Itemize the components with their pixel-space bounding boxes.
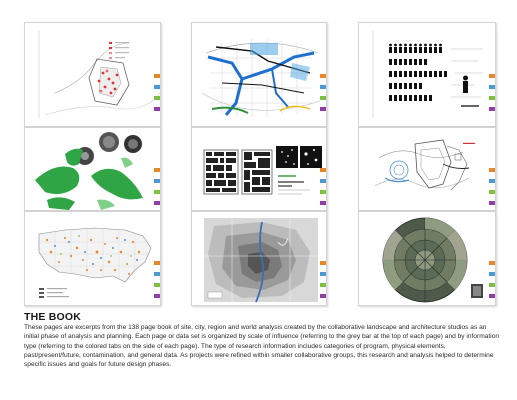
tab-green bbox=[154, 96, 160, 100]
tab-green bbox=[320, 190, 326, 194]
tab-blue bbox=[154, 179, 160, 183]
tab-green bbox=[489, 96, 495, 100]
book-page-site-plan bbox=[24, 22, 161, 127]
tab-purple bbox=[489, 294, 495, 298]
tab-blue bbox=[489, 85, 495, 89]
tab-blue bbox=[320, 179, 326, 183]
tab-orange bbox=[320, 168, 326, 172]
tab-blue bbox=[320, 85, 326, 89]
book-description: These pages are excerpts from the 138 page book of site, city, region and world analysis created by the collaborative landscape and architecture studios as an initial phase of analysis and planning. Each page or data set is organized by scale of influence (referring to the grey bar at the top of each page) and by information type (referring to the colored tabs on the side of each page). The type of research information includes categories of program, physical elements, past/present/future, contamination, and general data. As projects were refined within smaller collaborative groups, this research and analysis helped to determine specific issues and goals for future design phases. bbox=[24, 324, 500, 369]
radial-photo-collage bbox=[359, 212, 496, 306]
book-page-green-space-photos bbox=[24, 127, 161, 211]
book-page-site-contours bbox=[358, 127, 496, 211]
tab-purple bbox=[489, 201, 495, 205]
tab-purple bbox=[154, 294, 160, 298]
tab-blue bbox=[154, 85, 160, 89]
site-plan-map bbox=[25, 23, 161, 127]
tab-orange bbox=[320, 74, 326, 78]
book-page-radial-photos bbox=[358, 211, 496, 306]
tab-green bbox=[320, 283, 326, 287]
tab-blue bbox=[320, 272, 326, 276]
site-label-mark: ▬▬▬ bbox=[463, 140, 475, 145]
book-page-region-grayscale bbox=[191, 211, 327, 306]
tab-green bbox=[489, 190, 495, 194]
figure-ground-diagram bbox=[192, 128, 327, 211]
population-icon-chart bbox=[359, 23, 496, 127]
tab-green bbox=[489, 283, 495, 287]
tab-orange bbox=[489, 168, 495, 172]
tab-orange bbox=[489, 261, 495, 265]
city-transit-map bbox=[192, 23, 327, 127]
book-page-city-transit bbox=[191, 22, 327, 127]
tab-blue bbox=[489, 179, 495, 183]
tab-orange bbox=[489, 74, 495, 78]
site-contour-map bbox=[359, 128, 496, 211]
tab-orange bbox=[320, 261, 326, 265]
tab-blue bbox=[154, 272, 160, 276]
region-grayscale-map bbox=[192, 212, 327, 306]
tab-purple bbox=[154, 201, 160, 205]
book-heading: THE BOOK bbox=[24, 311, 82, 323]
book-page-population-icons bbox=[358, 22, 496, 127]
tab-orange bbox=[154, 74, 160, 78]
tab-orange bbox=[154, 261, 160, 265]
book-page-figure-ground bbox=[191, 127, 327, 211]
tab-purple bbox=[320, 294, 326, 298]
tab-orange bbox=[154, 168, 160, 172]
tab-purple bbox=[154, 107, 160, 111]
tab-purple bbox=[320, 107, 326, 111]
us-dot-map bbox=[25, 212, 161, 306]
tab-purple bbox=[489, 107, 495, 111]
tab-purple bbox=[320, 201, 326, 205]
tab-green bbox=[320, 96, 326, 100]
green-space-map bbox=[25, 128, 161, 211]
tab-blue bbox=[489, 272, 495, 276]
book-page-us-map bbox=[24, 211, 161, 306]
tab-green bbox=[154, 190, 160, 194]
tab-green bbox=[154, 283, 160, 287]
